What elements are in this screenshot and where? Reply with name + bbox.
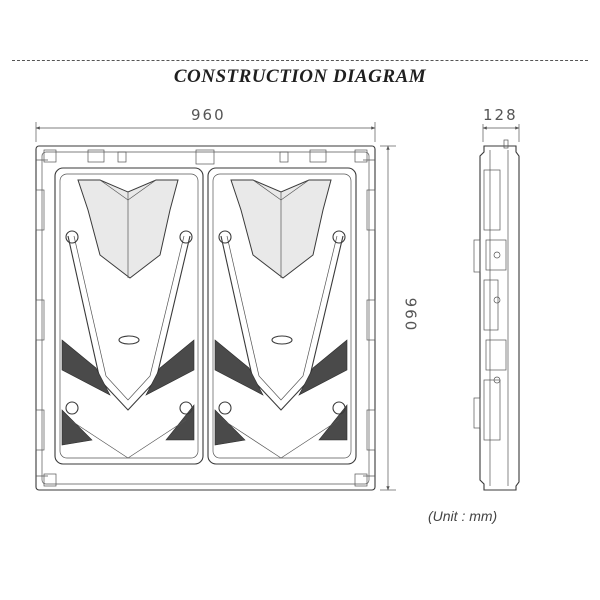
width-dimension-label: 960 [188, 106, 229, 124]
height-dimension-line [380, 146, 396, 490]
cabinet-side-view [474, 140, 519, 490]
module-right [208, 168, 356, 464]
diagram-title: CONSTRUCTION DIAGRAM [173, 66, 427, 87]
depth-dimension-label: 128 [480, 106, 521, 124]
module-left [55, 168, 203, 464]
height-dimension-label: 960 [401, 295, 419, 336]
unit-note: (Unit : mm) [428, 508, 498, 524]
width-dimension-line [36, 122, 375, 142]
depth-dimension-line [483, 122, 519, 142]
